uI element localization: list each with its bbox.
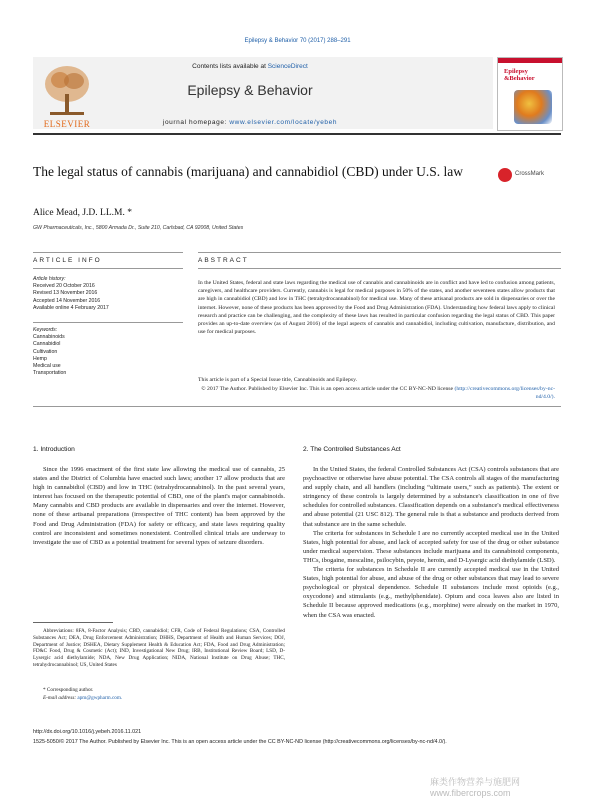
history-item: Received 20 October 2016 (33, 283, 95, 290)
article-info-rule (33, 268, 183, 269)
sciencedirect-link[interactable]: ScienceDirect (267, 63, 308, 70)
history-item: Revised 13 November 2016 (33, 290, 98, 297)
email-link[interactable]: apm@gwpharm.com. (77, 695, 123, 701)
article-title: The legal status of cannabis (marijuana) and cannabidiol (CBD) under U.S. law (33, 164, 463, 179)
issn-license-line: 1525-5050/© 2017 The Author. Published by Elsevier Inc. This is an open access article under the CC BY-NC-ND license (http://creativecommons.org/licenses/by-nc-nd/4.0/). (33, 739, 447, 745)
journal-homepage (100, 119, 400, 126)
history-label: Article history: (33, 276, 66, 282)
paragraph: The criteria for substances in Schedule II are currently accepted medical use in the United States, high potential for abuse, and abuse of the drug or other substances that may lead to severe psychological or physical dependence. Schedule II substances include most opioids (e.g., oxycodone) and stimulants (e.g., methylphenidate). Opium and coca leaves also are listed in Schedule II because approved medications (e.g., morphine) were already on the market in 1970, when the CSA was enacted. (303, 566, 559, 619)
abbreviations-footnote: Abbreviations: 8FA, 8-Factor Analysis; CBD, cannabidiol; CFR, Code of Federal Regulations; CSA, Controlled Substances Act; DEA, Drug Enforcement Administration; DHHS, Department of Health and Human Services; DOJ, Department of Justice; DSHEA, Dietary Supplement Health & Education Act; FDA, Food and Drug Administration; FD&C Food, Drug & Cosmetic (Act); IND, Investigational New Drug; IRB, Institutional Review Board; LSD, D-Lysergic acid diethylamide; NDA, New Drug Application; NIDA, National Institute on Drug Abuse; THC, tetrahydrocannabinol; US, United States (33, 628, 285, 668)
abstract-rule (198, 268, 561, 269)
keyword-item: Hemp (33, 355, 47, 362)
section-heading-introduction: 1. Introduction (33, 446, 75, 453)
publisher-logo-text: ELSEVIER (43, 119, 91, 129)
author-name: Alice Mead, J.D. LL.M. * (33, 208, 132, 218)
license-link[interactable]: (http://creativecommons.org/licenses/by-nc-nd/4.0/). (454, 386, 555, 401)
keywords-list (33, 327, 183, 377)
cover-band (498, 58, 562, 63)
keywords-rule (33, 322, 183, 323)
paragraph: The criteria for substances in Schedule I are no currently accepted medical use in the United States, high potential for abuse, and lack of accepted safety for use of the drug or other substance under medical supervision. These substances include marijuana and its cannabinoid components, THCs, ibogaine, mescaline, psilocybin, peyote, heroin, and D-Lysergic acid diethylamide (LSD). (303, 529, 559, 564)
article-info-top-rule (33, 252, 183, 253)
cover-title-line2: &Behavior (504, 75, 535, 82)
header-rule (33, 133, 561, 135)
journal-cover-thumbnail (497, 57, 563, 131)
section-heading-csa: 2. The Controlled Substances Act (303, 446, 401, 453)
corresponding-author-note: * Corresponding author. (43, 687, 94, 693)
article-info-heading: ARTICLE INFO (33, 257, 102, 264)
watermark-text: 麻类作物营养与施肥网 www.fibercrops.com (430, 777, 521, 798)
article-history (33, 276, 183, 312)
history-item: Accepted 14 November 2016 (33, 297, 101, 304)
paragraph: In the United States, the federal Controlled Substances Act (CSA) controls substances that are psychoactive or otherwise have abuse potential. The CSA controls all stages of the manufacturing and supply chain, and all handlers (including “ultimate users,” such as patients). The extent or stringency of these controls is largely determined by a substance's classification in one of five schedules for controlled substances. Classification depends on a substance's medical effectiveness and abuse potential (21 USC 812). The general rule is that a substance and products derived from that substance are in the same schedule. (303, 466, 559, 528)
crossmark-label[interactable]: CrossMark (515, 171, 545, 177)
contents-line (100, 63, 400, 70)
contents-prefix: Contents lists available at (192, 63, 266, 70)
homepage-prefix: journal homepage: (162, 119, 227, 126)
abstract-top-rule (198, 252, 561, 253)
copyright-text: © 2017 The Author. Published by Elsevier Inc. This is an open access article under the CC BY-NC-ND license (201, 386, 454, 392)
csa-section-body (303, 465, 559, 620)
abstract-text: In the United States, federal and state laws regarding the medical use of cannabis and cannabinoids are in conflict and have led to confusion among patients, caregivers, and healthcare providers. Currently, cannabis is legal for medical purposes in 50% of the states, and another seventeen states allow products that are high in cannabidiol (CBD) and low in THC (tetrahydrocannabinol) for medical use. Many of these artisanal products are sold in dispensaries or over the internet. However, none of these products has been approved by the Food and Drug Administration (FDA). Understanding how federal laws apply to clinical research and practice can be challenging, and the complexity of these laws has resulted in particular confusion regarding the legal status of CBD. This paper provides an up-to-date overview (as of August 2016) of the legal aspects of cannabis and cannabidiol, including cultivation, manufacture, distribution, and use for medical purposes. (198, 280, 555, 336)
keyword-item: Medical use (33, 363, 61, 370)
author-affiliation: GW Pharmaceuticals, Inc., 5800 Armada Dr., Suite 210, Carlsbad, CA 92008, United States (33, 225, 244, 231)
footnote-rule (33, 622, 113, 623)
abstract-special-issue: This article is part of a Special Issue title, Cannabinoids and Epilepsy. (198, 377, 357, 383)
doi-link[interactable]: http://dx.doi.org/10.1016/j.yebeh.2016.11.021 (33, 729, 142, 735)
email-label: E-mail address: (43, 695, 77, 701)
abstract-heading: ABSTRACT (198, 257, 249, 264)
homepage-link[interactable]: www.elsevier.com/locate/yebeh (229, 119, 338, 126)
cover-image (514, 90, 552, 124)
email-note (43, 695, 122, 702)
cover-title (504, 68, 535, 82)
intro-paragraph (33, 465, 285, 547)
crossmark-icon[interactable] (498, 168, 512, 182)
keywords-label: Keywords: (33, 327, 58, 333)
keyword-item: Cultivation (33, 348, 58, 355)
keyword-item: Cannabidiol (33, 341, 61, 348)
abstract-copyright (198, 385, 555, 401)
abstract-bottom-rule (33, 406, 561, 407)
cover-title-line1: Epilepsy (504, 68, 528, 75)
journal-reference[interactable]: Epilepsy & Behavior 70 (2017) 288–291 (244, 38, 351, 44)
history-item: Available online 4 February 2017 (33, 304, 109, 311)
keyword-item: Cannabinoids (33, 334, 65, 341)
elsevier-tree-icon (36, 60, 98, 120)
paragraph: Since the 1996 enactment of the first state law allowing the medical use of cannabis, 25 states and the District of Columbia have enacted such laws; another 17 allow products that are high in cannabidiol (CBD) and low in THC (tetrahydrocannabinol). In the past several years, interest has focused on the therapeutic potential of CBD, one of the plant's major cannabinoids. Many cannabis and CBD products are available in dispensaries and over the internet. However, none of these artisanal preparations (irrespective of THC content) has been approved by the Food and Drug Administration (FDA) for safety or efficacy, and state laws requiring quality control are inconsistent and sometimes nonexistent. Controlled clinical trials are underway to investigate the use of CBD as a potential treatment for several types of seizure disorders. (33, 466, 285, 546)
journal-title: Epilepsy & Behavior (187, 82, 313, 98)
keyword-item: Transportation (33, 370, 67, 377)
